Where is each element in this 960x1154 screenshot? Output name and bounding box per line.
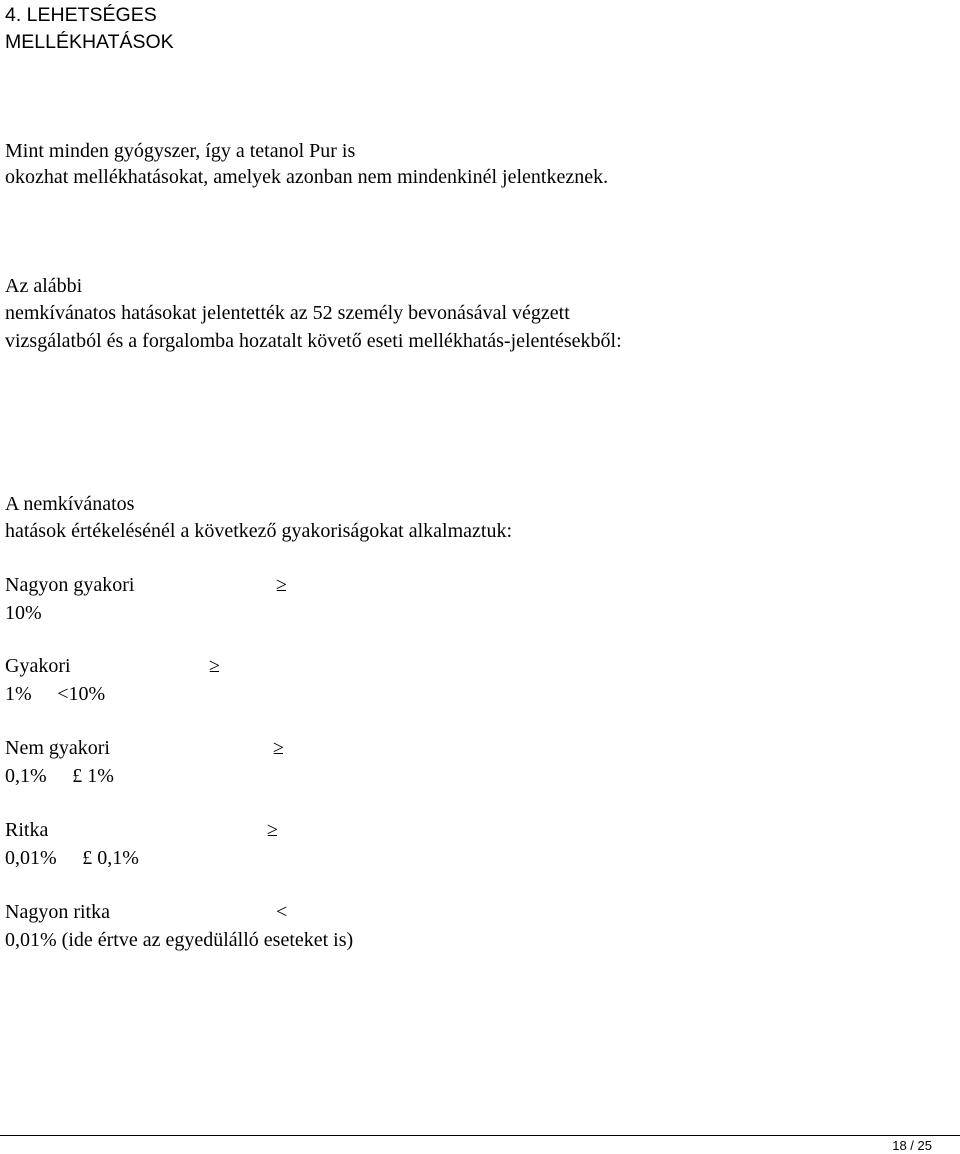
source-text-line-3: vizsgálatból és a forgalomba hozatalt követő eseti mellékhatás-jelentésekből:	[5, 330, 622, 352]
frequency-label: Nagyon ritka	[5, 901, 110, 923]
section-heading-line-2: MELLÉKHATÁSOK	[5, 31, 174, 53]
frequency-symbol: ≥	[267, 819, 278, 841]
source-text-line-2: nemkívánatos hatásokat jelentették az 52 személy bevonásával végzett	[5, 302, 570, 324]
frequency-range: 0,01% £ 0,1%	[5, 847, 119, 869]
intro-text-line-2: okozhat mellékhatásokat, amelyek azonban nem mindenkinél jelentkeznek.	[5, 166, 609, 188]
source-text-line-1: Az alábbi	[5, 275, 83, 297]
frequency-range: 10%	[5, 602, 42, 624]
frequency-label: Nagyon gyakori	[5, 574, 135, 596]
frequency-label: Ritka	[5, 819, 49, 841]
frequency-symbol: ≥	[209, 655, 220, 677]
page-number: 18 / 25	[892, 1138, 932, 1153]
frequency-intro-line-1: A nemkívánatos	[5, 493, 135, 515]
footer-divider	[0, 1135, 960, 1136]
frequency-label: Gyakori	[5, 655, 71, 677]
frequency-range: 0,1% £ 1%	[5, 765, 94, 787]
frequency-range: 0,01% (ide értve az egyedülálló eseteket is)	[5, 929, 354, 951]
frequency-symbol: <	[276, 901, 288, 923]
frequency-symbol: ≥	[273, 737, 284, 759]
frequency-intro-line-2: hatások értékelésénél a következő gyakoriságokat alkalmaztuk:	[5, 520, 513, 542]
intro-text-line-1: Mint minden gyógyszer, így a tetanol Pur is	[5, 140, 356, 162]
frequency-symbol: ≥	[276, 574, 287, 596]
frequency-label: Nem gyakori	[5, 737, 110, 759]
frequency-range: 1% <10%	[5, 683, 85, 705]
section-heading-line-1: 4. LEHETSÉGES	[5, 4, 157, 26]
